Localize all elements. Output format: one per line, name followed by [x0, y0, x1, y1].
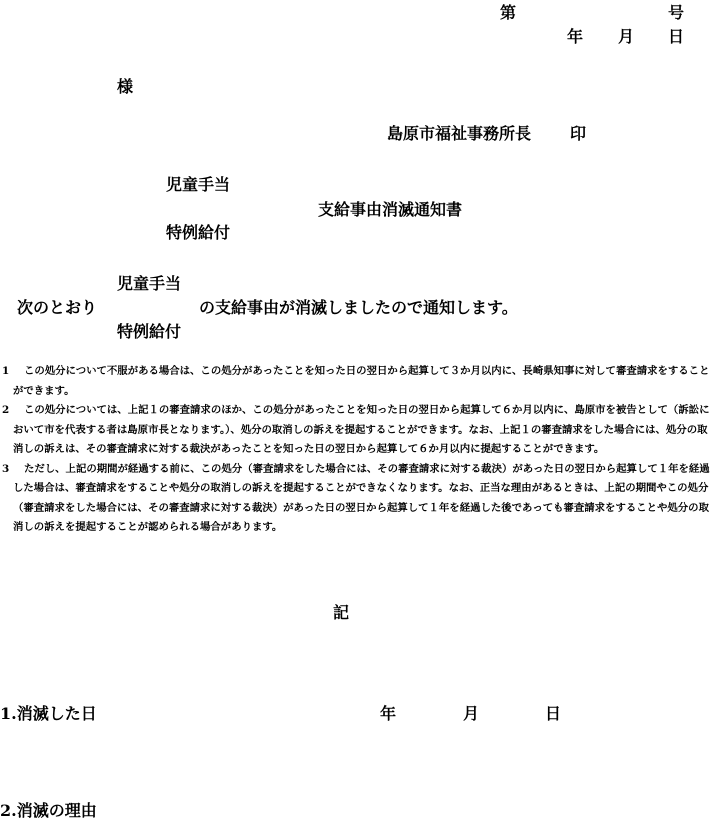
body-prefix: 次のとおり [17, 298, 98, 317]
issuer-name: 島原市福祉事務所長 [387, 124, 532, 143]
header-day-label: 日 [668, 27, 685, 46]
note-item [2, 401, 711, 460]
notes-section [2, 362, 711, 538]
number-go-label: 号 [668, 3, 685, 22]
note-item [2, 362, 711, 401]
note-text: ただし、上記の期間が経過する前に、この処分（審査請求をした場合には、その審査請求に対する裁決）があった日の翌日から起算して１年を経過した場合は、審査請求をすることや処分の取消しの訴えを提起することができなくなります。なお、正当な理由があるときは、上記の期間やこの処分（審査請求をした場合には、その審査請求に対する裁決）があった日の翌日から起算して１年を経過した後であっても審査請求をすることや処分の取消しの訴えを提起することが認められる場合があります。 [13, 462, 710, 533]
note-number: 2 [2, 404, 10, 416]
body-type-jidou-teate: 児童手当 [117, 274, 182, 293]
ki-label: 記 [333, 603, 350, 622]
note-text: この処分については、上記１の審査請求のほか、この処分があったことを知った日の翌日から起算して６か月以内に、島原市を被告として（訴訟において市を代表する者は島原市長となります。）、処分の取消しの訴えを提起することができます。なお、上記１の審査請求をした場合には、処分の取消しの訴えは、その審査請求に対する裁決があったことを知った日の翌日から起算して６か月以内に提起することができます。 [13, 404, 710, 455]
note-number: 1 [2, 365, 10, 377]
body-suffix: の支給事由が消滅しましたので通知します。 [199, 298, 518, 317]
item-month-label: 月 [463, 704, 480, 723]
note-text: この処分について不服がある場合は、この処分があったことを知った日の翌日から起算して３か月以内に、長崎県知事に対して審査請求をすることができます。 [13, 365, 710, 397]
recipient-sama: 様 [117, 77, 134, 96]
header-year-label: 年 [567, 27, 584, 46]
item-date-label: 1.消滅した日 [0, 704, 97, 723]
note-item [2, 460, 711, 538]
issuer-seal: 印 [570, 124, 587, 143]
title-type-jidou-teate: 児童手当 [166, 175, 231, 194]
title-type-tokurei-kyufu: 特例給付 [166, 223, 231, 242]
body-type-tokurei-kyufu: 特例給付 [117, 322, 182, 341]
item-day-label: 日 [545, 704, 562, 723]
document-title: 支給事由消滅通知書 [318, 200, 463, 219]
note-number: 3 [2, 462, 10, 475]
item-reason-label: 2.消滅の理由 [0, 801, 97, 820]
item-year-label: 年 [380, 704, 397, 723]
header-month-label: 月 [618, 27, 635, 46]
number-dai-label: 第 [500, 3, 517, 22]
